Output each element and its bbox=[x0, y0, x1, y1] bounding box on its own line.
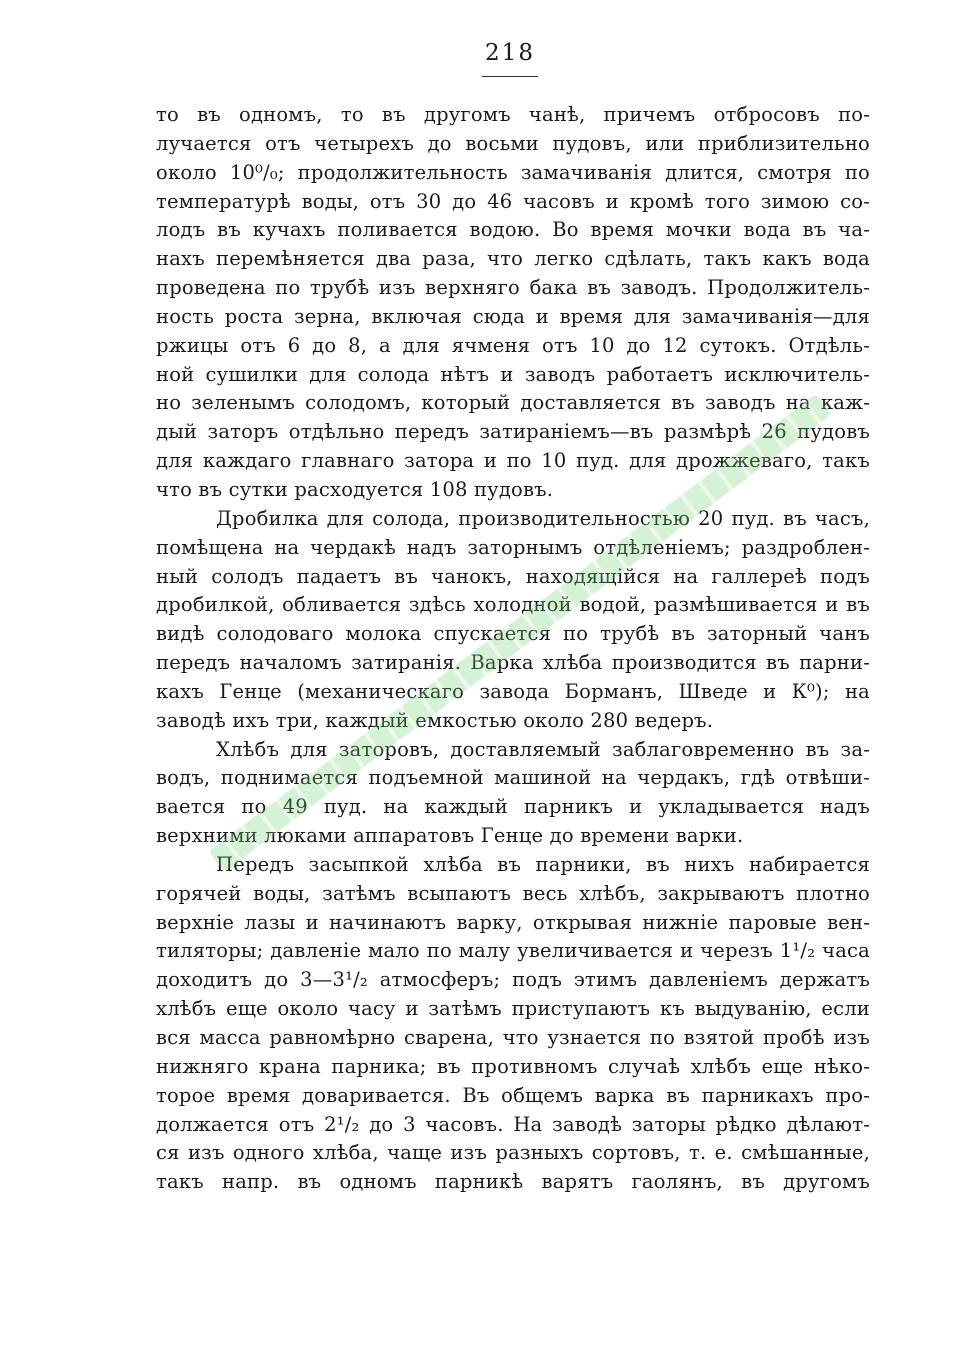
text-line: верхніе лазы и начинаютъ варку, открывая нижніе паровые вен- bbox=[156, 910, 870, 934]
text-line: верхними люками аппаратовъ Генце до времени варки. bbox=[156, 824, 744, 848]
text-line: для каждаго главнаго затора и по 10 пуд. для дрожжеваго, такъ bbox=[156, 449, 870, 473]
text-line: хлѣбъ еще около часу и затѣмъ приступаютъ къ выдуванію, если bbox=[156, 997, 870, 1021]
text-line: заводѣ ихъ три, каждый емкостью около 280 ведеръ. bbox=[156, 708, 714, 732]
text-line: Хлѣбъ для заторовъ, доставляемый заблаговременно въ за- bbox=[216, 737, 870, 761]
text-line: видѣ солодоваго молока спускается по трубѣ въ заторный чанъ bbox=[156, 622, 870, 646]
text-line: лодъ въ кучахъ поливается водою. Во время мочки вода въ ча- bbox=[156, 218, 870, 242]
text-line: вся масса равномѣрно сварена, что узнается по взятой пробѣ изъ bbox=[156, 1026, 870, 1049]
text-line: что въ сутки расходуется 108 пудовъ. bbox=[156, 477, 554, 501]
text-line: ся изъ одного хлѣба, чаще изъ разныхъ сортовъ, т. е. смѣшанные, bbox=[156, 1141, 870, 1165]
text-line: вается по 49 пуд. на каждый парникъ и укладывается надъ bbox=[156, 795, 870, 819]
text-line: должается отъ 2¹/₂ до 3 часовъ. На заводѣ заторы рѣдко дѣлают- bbox=[156, 1112, 870, 1136]
text-line: то въ одномъ, то въ другомъ чанѣ, причемъ отбросовъ по- bbox=[156, 103, 870, 126]
text-line: ный солодъ падаетъ въ чанокъ, находящійся на галлереѣ подъ bbox=[156, 564, 870, 588]
text-line: но зеленымъ солодомъ, который доставляется въ заводъ на каж- bbox=[156, 391, 870, 415]
text-line: нижняго крана парника; въ противномъ случаѣ хлѣбъ еще нѣко- bbox=[156, 1054, 870, 1078]
text-line: ной сушилки для солода нѣтъ и заводъ работаетъ исключитель- bbox=[156, 362, 870, 386]
text-line: лучается отъ четырехъ до восьми пудовъ, или приблизительно bbox=[156, 131, 870, 155]
page-number: 218 bbox=[485, 40, 535, 66]
text-line: помѣщена на чердакѣ надъ заторнымъ отдѣленіемъ; раздроблен- bbox=[156, 535, 870, 559]
text-line: такъ напр. въ одномъ парникѣ варятъ гаолянъ, въ другомъ bbox=[156, 1170, 870, 1194]
text-line: ржицы отъ 6 до 8, а для ячменя отъ 10 до 12 сутокъ. Отдѣль- bbox=[156, 333, 870, 357]
text-line: доходитъ до 3—3¹/₂ атмосферъ; подъ этимъ давленіемъ держатъ bbox=[156, 968, 870, 992]
text-line: тиляторы; давленіе мало по малу увеличивается и черезъ 1¹/₂ часа bbox=[156, 939, 870, 963]
text-line: дый заторъ отдѣльно передъ затираніемъ—въ размѣрѣ 26 пудовъ bbox=[156, 420, 870, 444]
text-line: кахъ Генце (механическаго завода Борманъ, Шведе и К⁰); на bbox=[156, 679, 870, 703]
text-line: температурѣ воды, отъ 30 до 46 часовъ и кромѣ того зимою со- bbox=[156, 189, 870, 213]
text-line: около 10⁰/₀; продолжительность замачиванія длится, смотря по bbox=[156, 160, 870, 184]
text-line: проведена по трубѣ изъ верхняго бака въ заводъ. Продолжитель- bbox=[156, 276, 870, 300]
text-line: горячей воды, затѣмъ всыпаютъ весь хлѣбъ, закрываютъ плотно bbox=[156, 881, 870, 905]
text-body bbox=[156, 101, 870, 1197]
text-line: торое время доваривается. Въ общемъ варка въ парникахъ про- bbox=[156, 1083, 870, 1107]
text-line: Дробилка для солода, производительностью 20 пуд. въ часъ, bbox=[216, 506, 870, 530]
page-number-rule bbox=[482, 76, 538, 77]
text-line: Передъ засыпкой хлѣба въ парники, въ нихъ набирается bbox=[216, 852, 870, 876]
text-line: дробилкой, обливается здѣсь холодной водой, размѣшивается и въ bbox=[156, 593, 870, 617]
text-line: ность роста зерна, включая сюда и время для замачиванія—для bbox=[156, 304, 870, 328]
text-line: передъ началомъ затиранія. Варка хлѣба производится въ парни- bbox=[156, 651, 870, 675]
text-line: нахъ перемѣняется два раза, что легко сдѣлать, такъ какъ вода bbox=[156, 247, 870, 271]
text-line: водъ, поднимается подъемной машиной на чердакъ, гдѣ отвѣши- bbox=[156, 766, 870, 790]
